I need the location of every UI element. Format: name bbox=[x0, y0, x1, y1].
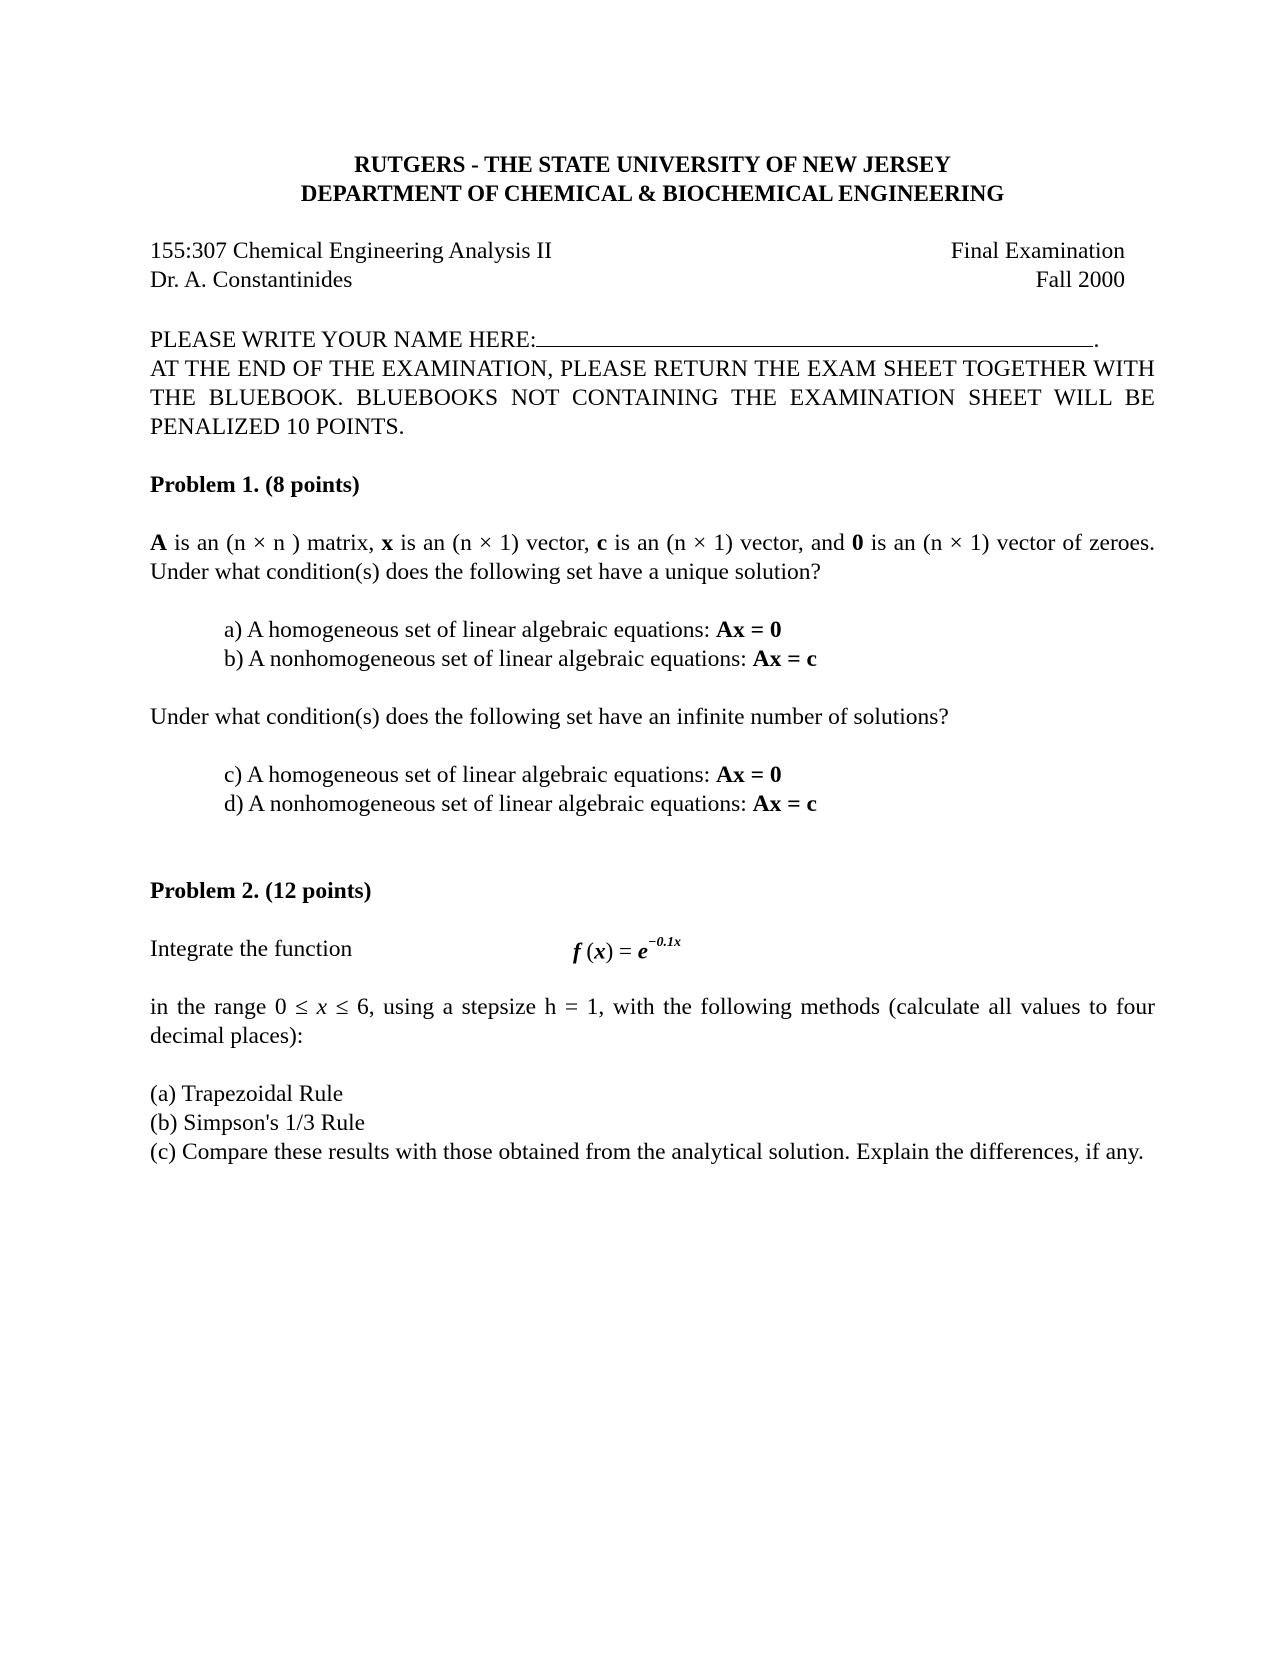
formula-equals: = bbox=[613, 938, 638, 964]
list-item bbox=[224, 761, 1155, 790]
item-equation: Ax = 0 bbox=[716, 762, 782, 788]
item-text: c) A homogeneous set of linear algebraic equations: bbox=[224, 762, 717, 788]
formula-x: x bbox=[594, 938, 606, 964]
list-item: (b) Simpson's 1/3 Rule bbox=[150, 1110, 366, 1136]
intro-text-4: is an (n × 1) vector of zeroes. Under what condition(s) does the following set have a unique solution? bbox=[150, 530, 1155, 585]
item-equation: Ax = 0 bbox=[716, 617, 782, 643]
course-left bbox=[150, 237, 552, 295]
item-text: b) A nonhomogeneous set of linear algebraic equations: bbox=[224, 646, 753, 672]
list-item bbox=[224, 790, 1155, 819]
intro-text-3: is an (n × 1) vector, and bbox=[607, 530, 852, 556]
instructor-name: Dr. A. Constantinides bbox=[150, 267, 353, 293]
list-item: (a) Trapezoidal Rule bbox=[150, 1081, 344, 1107]
item-equation: Ax = c bbox=[752, 791, 817, 817]
name-row bbox=[150, 324, 1155, 355]
course-info bbox=[150, 237, 1125, 295]
problem1-title: Problem 1. (8 points) bbox=[150, 472, 360, 498]
formula-e: e bbox=[637, 938, 648, 964]
formula-rparen: ) bbox=[605, 938, 614, 964]
matrix-A: A bbox=[150, 530, 167, 556]
course-title: 155:307 Chemical Engineering Analysis II bbox=[150, 238, 553, 264]
instructions-block bbox=[150, 324, 1155, 442]
list-item bbox=[224, 645, 1155, 674]
formula-f: f bbox=[573, 938, 581, 964]
list-item bbox=[224, 616, 1155, 645]
item-text: d) A nonhomogeneous set of linear algebraic equations: bbox=[224, 791, 753, 817]
name-entry-line[interactable] bbox=[536, 324, 1093, 347]
range-x: x bbox=[316, 994, 328, 1020]
item-equation: Ax = c bbox=[752, 646, 817, 672]
problem1-intro bbox=[150, 529, 1155, 587]
university-name: RUTGERS - THE STATE UNIVERSITY OF NEW JERSEY bbox=[354, 152, 951, 177]
range-text-1: in the range 0 ≤ bbox=[150, 994, 317, 1020]
infinite-solution-list bbox=[224, 761, 1155, 819]
unique-solution-list bbox=[224, 616, 1155, 674]
formula-exponent: −0.1x bbox=[647, 935, 681, 950]
exam-term: Fall 2000 bbox=[1035, 267, 1125, 293]
name-prompt: PLEASE WRITE YOUR NAME HERE: bbox=[150, 327, 537, 353]
integrate-label: Integrate the function bbox=[150, 936, 353, 962]
problem2-title: Problem 2. (12 points) bbox=[150, 878, 372, 904]
instructions-text: AT THE END OF THE EXAMINATION, PLEASE RETURN THE EXAM SHEET TOGETHER WITH THE BLUEBOOK. BLUEBOOKS NOT CONTAINING THE EXAMINATION SHEET WILL BE PENALIZED 10 POINTS. bbox=[150, 356, 1155, 440]
range-text-2: ≤ 6, using a stepsize h = 1, with the following methods (calculate all values to four decimal places): bbox=[150, 994, 1156, 1049]
exam-page bbox=[150, 150, 1155, 1167]
vector-c: c bbox=[596, 530, 608, 556]
university-header bbox=[150, 150, 1155, 208]
intro-text-2: is an (n × 1) vector, bbox=[393, 530, 597, 556]
department-name: DEPARTMENT OF CHEMICAL & BIOCHEMICAL ENGINEERING bbox=[300, 181, 1005, 206]
formula-lparen: ( bbox=[580, 938, 595, 964]
integrate-row bbox=[150, 935, 1155, 964]
vector-zero: 0 bbox=[851, 530, 864, 556]
range-text bbox=[150, 993, 1155, 1051]
function-formula bbox=[573, 932, 681, 966]
infinite-question: Under what condition(s) does the following set have an infinite number of solutions? bbox=[150, 704, 949, 730]
item-text: a) A homogeneous set of linear algebraic equations: bbox=[224, 617, 717, 643]
list-item: (c) Compare these results with those obtained from the analytical solution. Explain the differences, if any. bbox=[150, 1139, 1144, 1165]
vector-x: x bbox=[381, 530, 394, 556]
exam-type: Final Examination bbox=[950, 238, 1125, 264]
intro-text-1: is an (n × n ) matrix, bbox=[166, 530, 382, 556]
methods-list bbox=[150, 1080, 1155, 1167]
name-line-end: . bbox=[1093, 327, 1100, 353]
course-right bbox=[951, 237, 1125, 295]
